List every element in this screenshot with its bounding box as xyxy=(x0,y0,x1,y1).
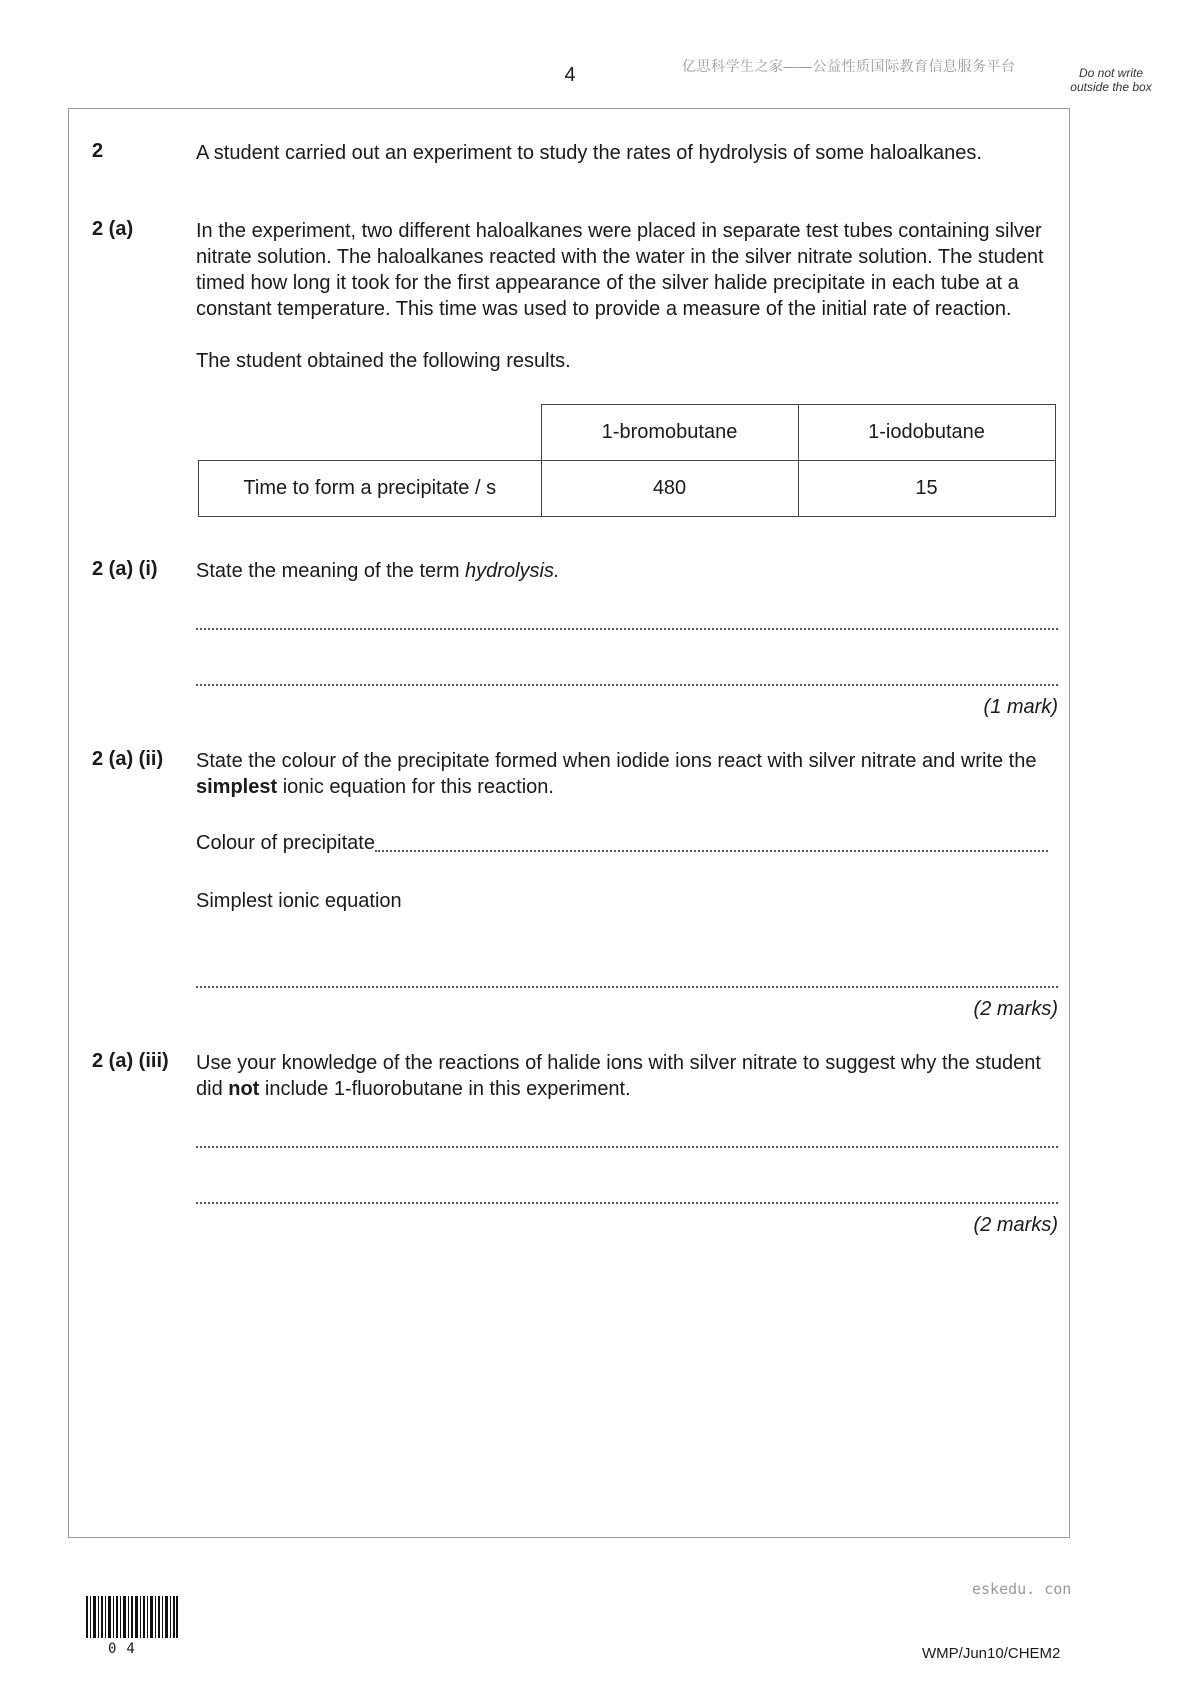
answer-line[interactable] xyxy=(196,1202,1058,1204)
question-2aii-marks: (2 marks) xyxy=(973,998,1058,1020)
question-2a-number: 2 (a) xyxy=(92,218,134,240)
colour-answer-row xyxy=(196,830,1056,856)
question-2ai-number: 2 (a) (i) xyxy=(92,558,158,580)
answer-line[interactable] xyxy=(196,986,1058,988)
question-2ai-text xyxy=(196,558,1066,584)
question-2a-text: In the experiment, two different haloalkanes were placed in separate test tubes containing silver nitrate solution. The haloalkanes reacted with the water in the silver nitrate solution. The student timed how long it took for the first appearance of the silver halide precipitate in each tube at a constant temperature. This time was used to provide a measure of the initial rate of reaction. xyxy=(196,220,1044,320)
table-row-label: Time to form a precipitate / s xyxy=(199,461,542,517)
question-2-number: 2 xyxy=(92,140,104,162)
paper-code: WMP/Jun10/CHEM2 xyxy=(922,1645,1061,1662)
colour-answer-line[interactable] xyxy=(375,850,1048,852)
table-header-iodobutane: 1-iodobutane xyxy=(798,405,1055,461)
footer-watermark: eskedu. con xyxy=(972,1580,1072,1598)
question-2aiii-text-b: include 1-fluorobutane in this experiment. xyxy=(259,1078,631,1100)
simplest-ionic-equation-label: Simplest ionic equation xyxy=(196,890,402,912)
question-2-intro: A student carried out an experiment to study the rates of hydrolysis of some haloalkanes. xyxy=(196,142,982,164)
question-2aii-text xyxy=(196,748,1066,800)
barcode-icon xyxy=(86,1596,178,1638)
table-value-iodobutane: 15 xyxy=(798,461,1055,517)
question-2aii-text-a: State the colour of the precipitate formed when iodide ions react with silver nitrate and write the xyxy=(196,750,1037,772)
question-2ai-text-main: State the meaning of the term xyxy=(196,560,466,582)
question-2aii-text-b: ionic equation for this reaction. xyxy=(277,776,554,798)
results-table xyxy=(198,404,1056,517)
table-blank-cell xyxy=(199,405,542,461)
table-header-row xyxy=(199,405,1056,461)
answer-box-frame xyxy=(68,108,1070,1538)
question-2aiii-marks: (2 marks) xyxy=(973,1214,1058,1236)
question-2ai-marks: (1 mark) xyxy=(983,696,1058,718)
question-2aii-number: 2 (a) (ii) xyxy=(92,748,164,770)
table-header-bromobutane: 1-bromobutane xyxy=(541,405,798,461)
barcode-number: 04 xyxy=(108,1641,145,1657)
table-row xyxy=(199,461,1056,517)
question-2aiii-text-a: Use your knowledge of the reactions of halide ions with silver nitrate to suggest why the student did xyxy=(196,1052,1041,1100)
answer-line[interactable] xyxy=(196,1146,1058,1148)
table-value-bromobutane: 480 xyxy=(541,461,798,517)
colour-of-precipitate-label: Colour of precipitate xyxy=(196,832,375,854)
question-2aii-bold: simplest xyxy=(196,776,278,798)
margin-note: Do not write outside the box xyxy=(1070,66,1152,94)
header-watermark: 亿思科学生之家——公益性质国际教育信息服务平台 xyxy=(682,58,1016,74)
answer-line[interactable] xyxy=(196,628,1058,630)
question-2aiii-text xyxy=(196,1050,1066,1102)
question-2ai-term: hydrolysis. xyxy=(465,560,560,582)
question-2aiii-number: 2 (a) (iii) xyxy=(92,1050,169,1072)
question-2aiii-bold: not xyxy=(228,1078,260,1100)
page-number: 4 xyxy=(564,64,576,86)
answer-line[interactable] xyxy=(196,684,1058,686)
question-2a-text2: The student obtained the following results. xyxy=(196,350,571,372)
